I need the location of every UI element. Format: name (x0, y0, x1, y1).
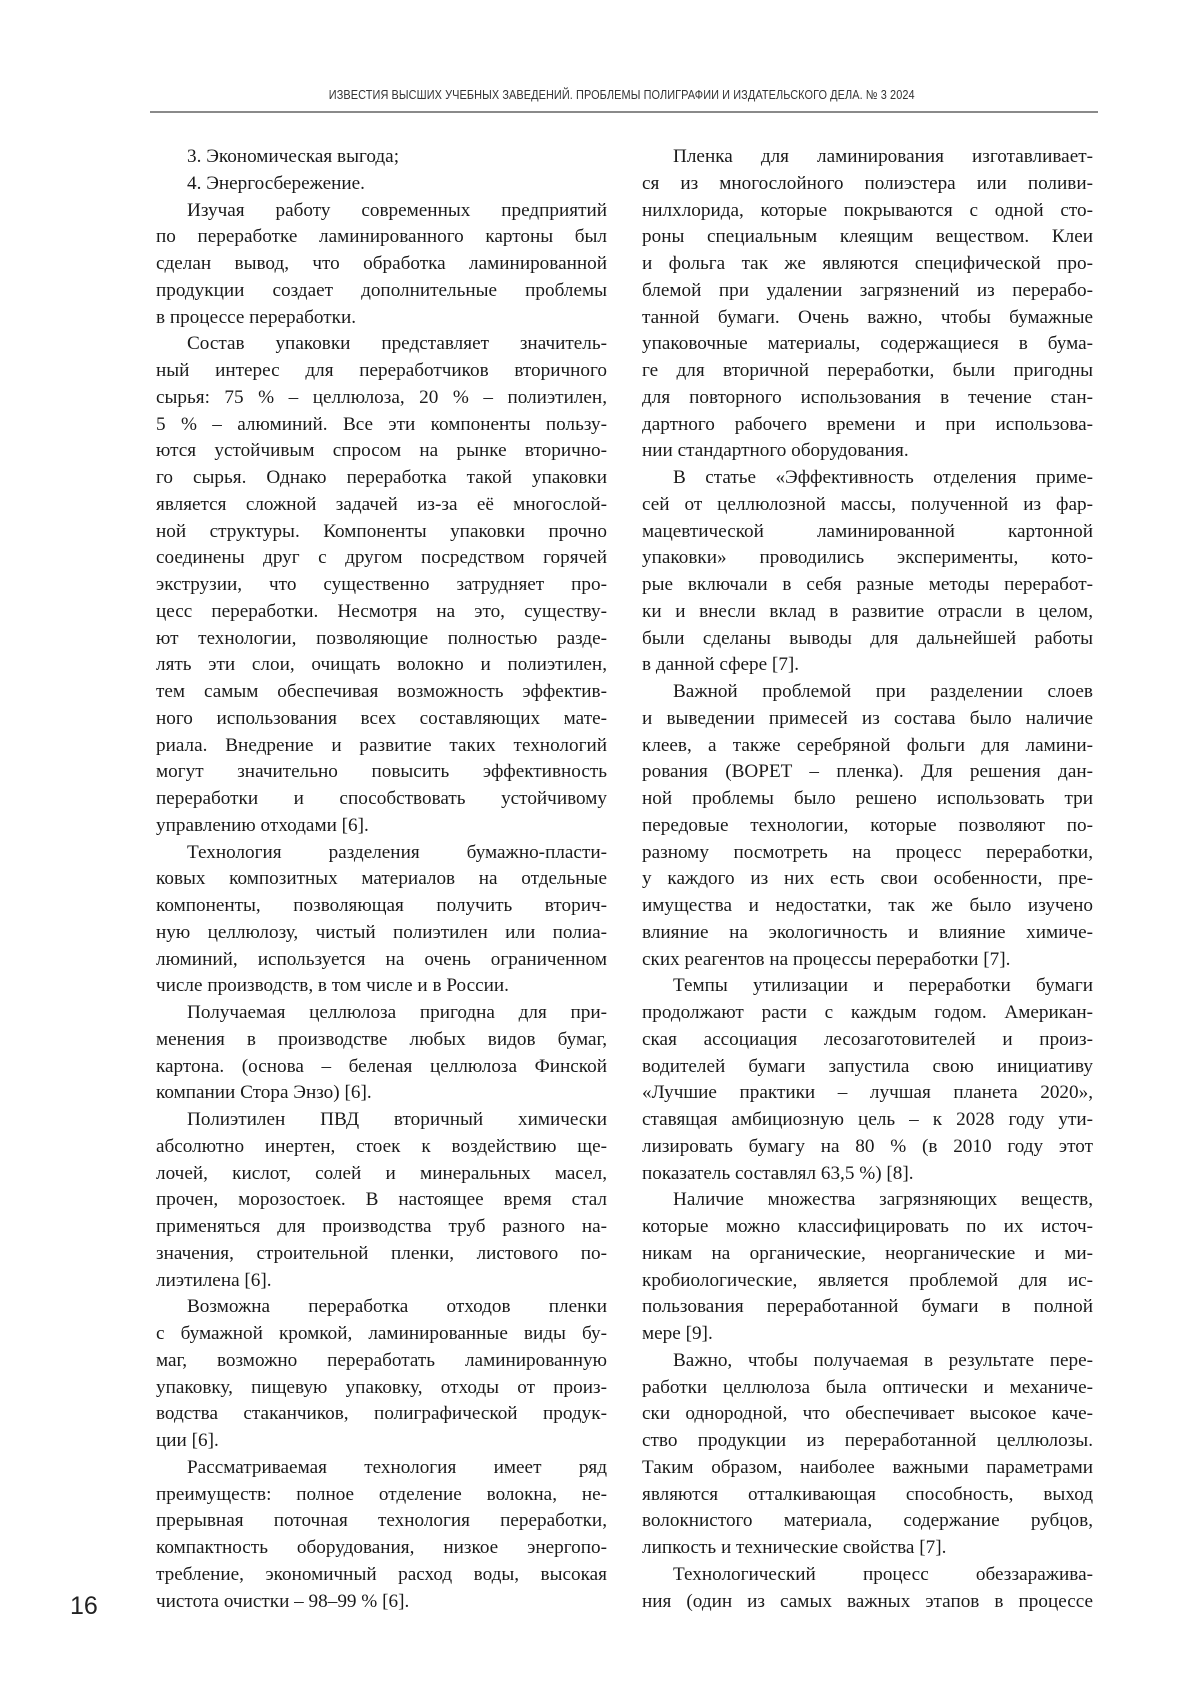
paragraph (156, 1000, 607, 1107)
paragraph (642, 679, 1093, 973)
text-line: лять эти слои, очищать волокно и полиэтилен, (156, 654, 607, 676)
text-line: Возможна переработка отходов пленки (187, 1296, 607, 1318)
paragraph (642, 1348, 1093, 1562)
left-column (156, 144, 607, 1615)
text-line: ции [6]. (156, 1430, 219, 1451)
paragraph (642, 973, 1093, 1187)
text-line: ния (один из самых важных этапов в процессе (642, 1590, 1093, 1612)
text-line: пользования переработанной бумаги в полной (642, 1296, 1093, 1318)
text-line: Наличие множества загрязняющих веществ, (673, 1189, 1093, 1211)
text-line: ская ассоциация лесозаготовителей и произ- (642, 1028, 1093, 1050)
text-line: ся из многослойного полиэстера или поливи- (642, 172, 1093, 194)
text-line: блемой при удалении загрязнений из перерабо- (642, 279, 1093, 301)
text-line: нии стандартного оборудования. (642, 440, 909, 462)
text-line: Рассматриваемая технология имеет ряд (187, 1456, 607, 1478)
text-line: и фольга так же являются специфической про- (642, 253, 1093, 274)
paragraph (642, 1187, 1093, 1348)
paragraph (156, 840, 607, 1001)
text-line: работки целлюлоза была оптически и механиче- (642, 1376, 1093, 1398)
text-line: которые можно классифицировать по их источ- (642, 1216, 1093, 1237)
paragraph (156, 144, 607, 171)
text-line: лочей, кислот, солей и минеральных масел, (156, 1162, 607, 1184)
paragraph (156, 331, 607, 839)
text-line: в процессе переработки. (156, 306, 357, 328)
text-line: люминий, используется на очень ограниченном (156, 948, 607, 970)
text-line: 5 % – алюминий. Все эти компоненты пользу- (156, 413, 607, 435)
text-line: значения, строительной пленки, листового по- (156, 1242, 607, 1264)
text-line: прочен, морозостоек. В настоящее время стал (156, 1189, 607, 1211)
text-line: компоненты, позволяющая получить вторич- (156, 895, 607, 916)
text-line: никам на органические, неорганические и ми- (642, 1242, 1093, 1264)
text-line: Изучая работу современных предприятий (187, 199, 607, 221)
text-line: цесс переработки. Несмотря на это, существу- (156, 600, 607, 622)
text-line: показатель составлял 63,5 %) [8]. (642, 1162, 914, 1184)
text-line: 4. Энергосбережение. (187, 172, 365, 194)
text-line: Полиэтилен ПВД вторичный химически (187, 1109, 607, 1130)
text-line: в данной сфере [7]. (642, 654, 800, 676)
paragraph (156, 171, 607, 198)
text-line: картона. (основа – беленая целлюлоза Финской (156, 1055, 607, 1077)
text-line: сырья: 75 % – целлюлоза, 20 % – полиэтилен, (156, 386, 607, 408)
text-line: разному посмотреть на процесс переработки, (642, 841, 1093, 863)
text-line: влияние на экологичность и влияние химиче- (642, 921, 1093, 943)
text-line: требление, экономичный расход воды, высокая (156, 1563, 607, 1585)
text-line: лиэтилена [6]. (156, 1269, 272, 1291)
text-line: Технология разделения бумажно-пласти- (187, 841, 607, 863)
paragraph (642, 1562, 1093, 1616)
text-line: Получаемая целлюлоза пригодна для при- (187, 1002, 607, 1023)
text-line: ного использования всех составляющих мате- (156, 707, 607, 729)
text-line: ковых композитных материалов на отдельные (156, 868, 607, 890)
text-line: ной структуры. Компоненты упаковки прочно (156, 520, 607, 542)
text-line: компактность оборудования, низкое энергопо- (156, 1537, 607, 1558)
text-line: кробиологические, является проблемой для ис- (642, 1269, 1093, 1291)
text-line: ски однородной, что обеспечивает высокое каче- (642, 1403, 1093, 1425)
text-line: преимуществ: полное отделение волокна, не- (156, 1483, 607, 1505)
header-divider (150, 111, 1098, 113)
paragraph (156, 198, 607, 332)
text-line: тем самым обеспечивая возможность эффектив- (156, 681, 607, 702)
text-line: ставящая амбициозную цель – к 2028 году ути- (642, 1109, 1093, 1130)
text-line: ство продукции из переработанной целлюлозы. (642, 1430, 1093, 1451)
text-line: риала. Внедрение и развитие таких технологий (156, 734, 607, 756)
text-line: «Лучшие практики – лучшая планета 2020», (642, 1082, 1093, 1104)
text-line: ских реагентов на процессы переработки [7]. (642, 948, 1011, 970)
text-line: является сложной задачей из-за её многослой- (156, 493, 607, 515)
text-line: сделан вывод, что обработка ламинированной (156, 253, 607, 274)
text-line: являются отталкивающая способность, выход (642, 1483, 1093, 1505)
paragraph (156, 1455, 607, 1616)
text-line: для повторного использования в течение стан- (642, 386, 1093, 408)
text-line: рые включали в себя разные методы переработ- (642, 574, 1093, 595)
text-line: менения в производстве любых видов бумаг, (156, 1028, 607, 1050)
text-line: танной бумаги. Очень важно, чтобы бумажные (642, 306, 1093, 328)
text-line: нилхлорида, которые покрываются с одной сто- (642, 199, 1093, 221)
text-line: продукции создает дополнительные проблемы (156, 279, 607, 301)
paragraph (156, 1107, 607, 1294)
text-line: применяться для производства труб разного на- (156, 1216, 607, 1237)
text-line: Технологический процесс обеззаражива- (673, 1563, 1093, 1585)
text-line: прерывная поточная технология переработки, (156, 1510, 607, 1532)
text-line: были сделаны выводы для дальнейшей работы (642, 627, 1093, 649)
text-line: водителей бумаги запустила свою инициативу (642, 1055, 1093, 1077)
text-line: соединены друг с другом посредством горячей (156, 547, 607, 569)
text-line: абсолютно инертен, стоек к воздействию ще- (156, 1135, 607, 1157)
text-line: лизировать бумагу на 80 % (в 2010 году этот (642, 1135, 1093, 1157)
text-line: Темпы утилизации и переработки бумаги (673, 975, 1093, 997)
text-line: ной проблемы было решено использовать три (642, 788, 1093, 809)
text-line: сей от целлюлозной массы, полученной из фар- (642, 493, 1093, 515)
text-line: Пленка для ламинирования изготавливает- (673, 146, 1093, 167)
text-line: дартного рабочего времени и при использова- (642, 413, 1093, 435)
page-number: 16 (70, 1592, 98, 1620)
text-line: и выведении примесей из состава было наличие (642, 707, 1093, 729)
text-line: продолжают расти с каждым годом. Американ- (642, 1002, 1093, 1023)
paragraph (156, 1294, 607, 1455)
text-line: маг, возможно переработать ламинированную (156, 1349, 607, 1371)
text-line: ную целлюлозу, чистый полиэтилен или полиа- (156, 921, 607, 943)
text-line: по переработке ламинированного картоны был (156, 226, 607, 248)
text-line: у каждого из них есть свои особенности, пре- (642, 868, 1093, 890)
text-line: роны специальным клеящим веществом. Клеи (642, 226, 1093, 248)
text-line: волокнистого материала, содержание рубцов, (642, 1510, 1093, 1532)
text-line: упаковку, пищевую упаковку, отходы от произ- (156, 1376, 607, 1398)
text-line: го сырья. Однако переработка такой упаковки (156, 467, 607, 488)
text-line: Состав упаковки представляет значитель- (187, 333, 607, 355)
running-header (0, 86, 1200, 104)
right-column (642, 144, 1093, 1615)
text-line: могут значительно повысить эффективность (156, 761, 607, 783)
text-line: мацевтической ламинированной картонной (642, 520, 1093, 542)
text-line: водства стаканчиков, полиграфической продук- (156, 1403, 607, 1425)
text-line: Таким образом, наиболее важными параметрами (642, 1456, 1093, 1478)
journal-title: ИЗВЕСТИЯ ВЫСШИХ УЧЕБНЫХ ЗАВЕДЕНИЙ. ПРОБЛЕМЫ ПОЛИГРАФИИ И ИЗДАТЕЛЬСКОГО ДЕЛА. № 3 2024 (329, 87, 915, 102)
text-line: Важно, чтобы получаемая в результате пере- (673, 1349, 1093, 1371)
text-line: ки и внесли вклад в развитие отрасли в целом, (642, 600, 1093, 622)
text-line: чистота очистки – 98–99 % [6]. (156, 1590, 410, 1612)
paragraph (642, 144, 1093, 465)
text-line: ный интерес для переработчиков вторичного (156, 360, 607, 381)
text-line: компании Стора Энзо) [6]. (156, 1082, 372, 1104)
text-line: ются устойчивым спросом на рынке вторично- (156, 440, 607, 462)
text-line: имущества и недостатки, так же было изучено (642, 895, 1093, 916)
text-line: упаковочные материалы, содержащиеся в бума- (642, 333, 1093, 355)
text-line: Важной проблемой при разделении слоев (673, 681, 1093, 702)
text-line: клеев, а также серебряной фольги для ламини- (642, 734, 1093, 756)
text-line: рования (BOPET – пленка). Для решения дан- (642, 761, 1093, 783)
text-line: ге для вторичной переработки, были пригодны (642, 360, 1093, 381)
text-line: упаковки» проводились эксперименты, кото- (642, 547, 1093, 569)
text-line: 3. Экономическая выгода; (187, 146, 400, 167)
text-line: ют технологии, позволяющие полностью разде- (156, 627, 607, 649)
paragraph (642, 465, 1093, 679)
text-line: числе производств, в том числе и в России. (156, 975, 509, 997)
text-line: мере [9]. (642, 1323, 713, 1344)
text-line: экструзии, что существенно затрудняет про- (156, 574, 607, 595)
text-line: управлению отходами [6]. (156, 814, 369, 836)
text-line: передовые технологии, которые позволяют по- (642, 814, 1093, 836)
text-line: переработки и способствовать устойчивому (156, 788, 607, 809)
text-line: с бумажной кромкой, ламинированные виды бу- (156, 1323, 607, 1344)
text-line: липкость и технические свойства [7]. (642, 1537, 947, 1558)
text-line: В статье «Эффективность отделения приме- (673, 467, 1093, 488)
